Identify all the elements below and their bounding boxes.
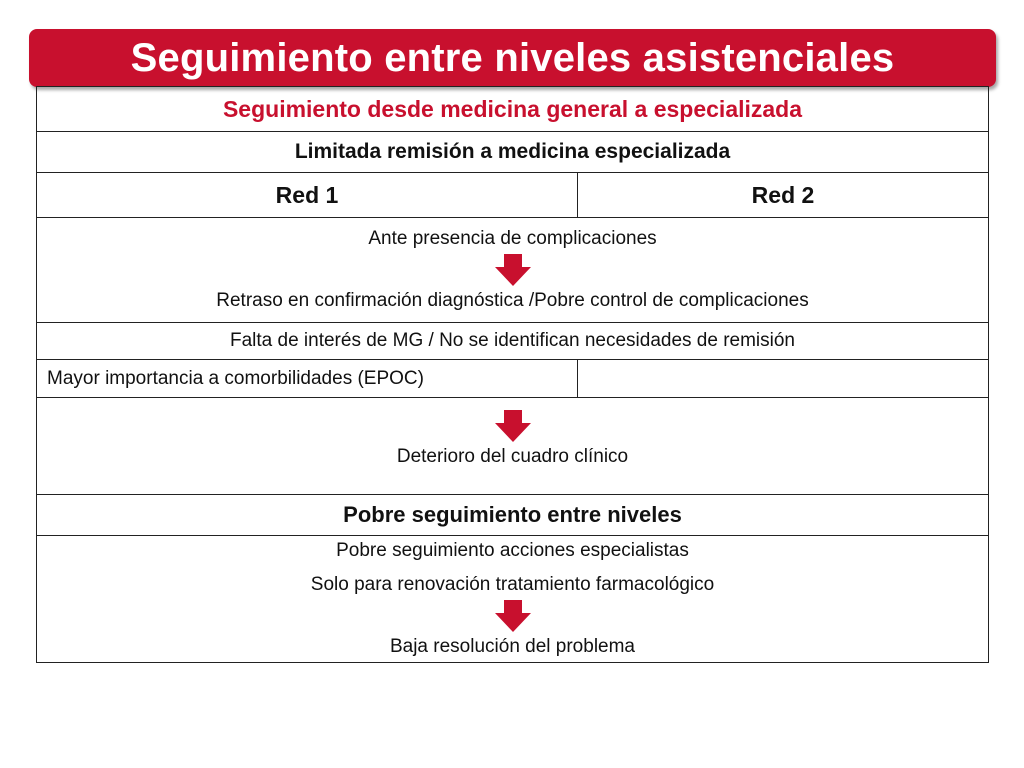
complications-line-2: Retraso en confirmación diagnóstica /Pobre control de complicaciones <box>216 290 809 311</box>
pobre-header-cell: Pobre seguimiento entre niveles <box>37 495 989 536</box>
epoc-row <box>37 360 989 398</box>
complications-cell <box>37 218 989 323</box>
pobre-detail-row <box>37 536 989 663</box>
epoc-red2-cell <box>578 360 989 398</box>
network-header-row <box>37 173 989 218</box>
red1-header: Red 1 <box>37 173 578 218</box>
complications-row <box>37 218 989 323</box>
pobre-line-1: Pobre seguimiento acciones especialistas <box>336 540 689 562</box>
page-title: Seguimiento entre niveles asistenciales <box>130 35 895 80</box>
pobre-detail-cell <box>37 536 989 663</box>
subtitle-cell: Seguimiento desde medicina general a especializada <box>37 87 989 132</box>
title-banner <box>29 29 996 87</box>
down-arrow-icon <box>495 254 531 286</box>
down-arrow-icon <box>495 410 531 442</box>
deterioro-text: Deterioro del cuadro clínico <box>396 446 629 468</box>
limited-cell: Limitada remisión a medicina especializada <box>37 132 989 173</box>
falta-cell: Falta de interés de MG / No se identifican necesidades de remisión <box>37 323 989 360</box>
epoc-red1-cell: Mayor importancia a comorbilidades (EPOC) <box>37 360 578 398</box>
complications-line-1: Ante presencia de complicaciones <box>368 228 657 250</box>
deterioro-row <box>37 398 989 495</box>
red2-header: Red 2 <box>578 173 989 218</box>
follow-up-table <box>36 86 989 663</box>
subtitle-row <box>37 87 989 132</box>
falta-row <box>37 323 989 360</box>
deterioro-cell <box>37 398 989 495</box>
down-arrow-icon <box>495 600 531 632</box>
pobre-header-row <box>37 495 989 536</box>
pobre-line-3: Baja resolución del problema <box>389 635 636 657</box>
pobre-line-2: Solo para renovación tratamiento farmacológico <box>310 574 715 596</box>
limited-row <box>37 132 989 173</box>
